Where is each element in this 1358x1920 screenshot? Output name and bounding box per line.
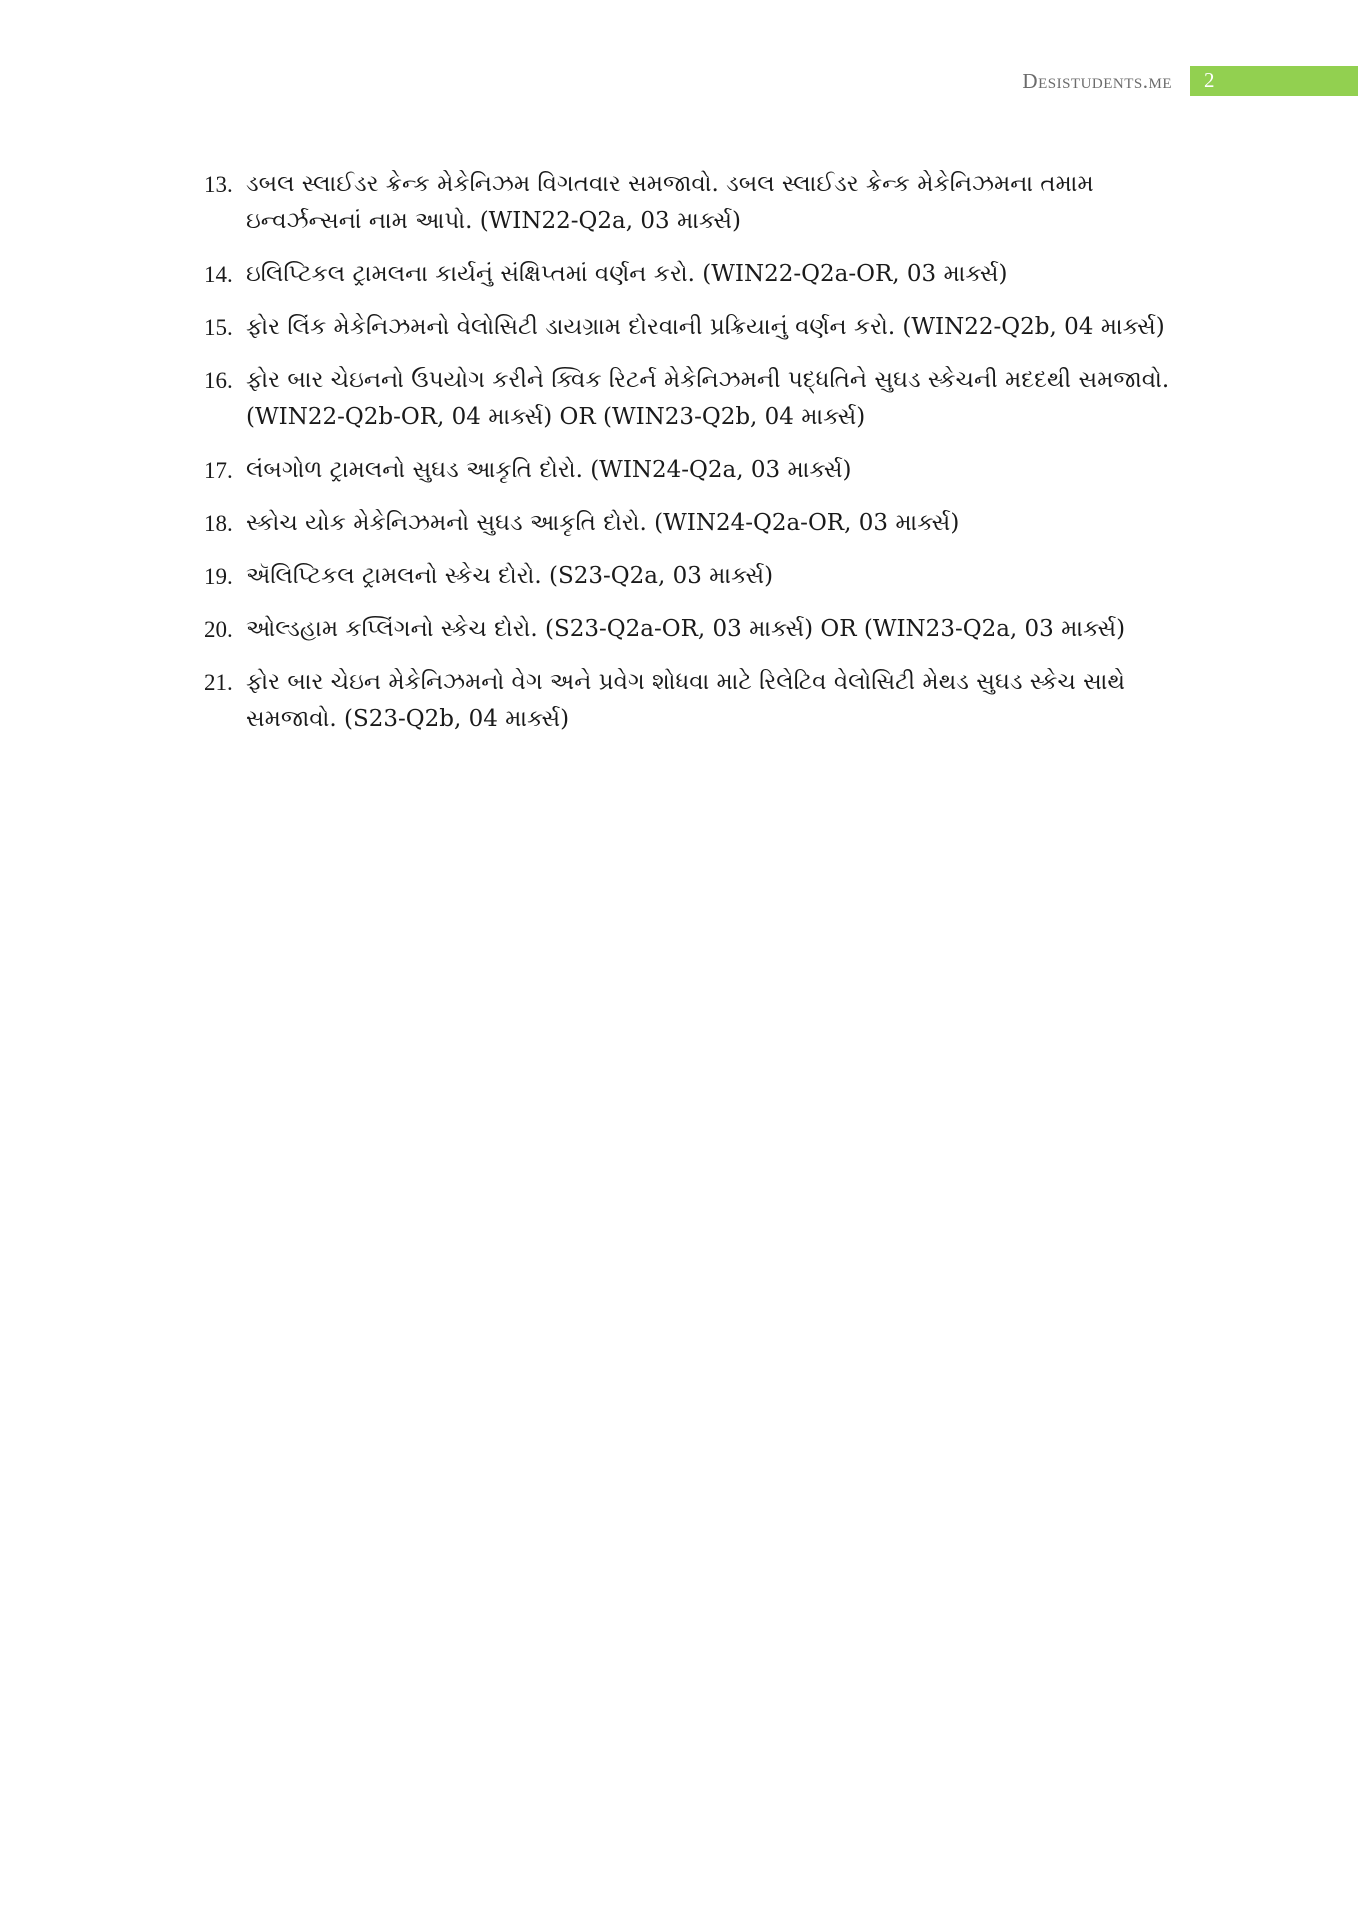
question-text: લંબગોળ ટ્રામલનો સુઘડ આકૃતિ દોરો. (WIN24-Q2a, 03 માર્ક્સ): [246, 457, 852, 483]
question-number: 15.: [204, 315, 233, 340]
question-item: [204, 166, 1204, 240]
question-number: 19.: [204, 564, 233, 589]
question-text: ડબલ સ્લાઈડર ક્રેન્ક મેકેનિઝમ વિગતવાર સમજાવો. ડબલ સ્લાઈડર ક્રેન્ક મેકેનિઝમના તમામ ઇન્વર્ઝન્સનાં નામ આપો. (WIN22-Q2a, 03 માર્ક્સ): [246, 171, 1094, 234]
question-list: [204, 166, 1204, 754]
question-item: [204, 505, 1204, 542]
question-text: ઇલિપ્ટિકલ ટ્રામલના કાર્યનું સંક્ષિપ્તમાં વર્ણન કરો. (WIN22-Q2a-OR, 03 માર્ક્સ): [246, 261, 1008, 287]
question-text: ફોર લિંક મેકેનિઝમનો વેલોસિટી ડાયગ્રામ દોરવાની પ્રક્રિયાનું વર્ણન કરો. (WIN22-Q2b, 04 માર્ક્સ): [246, 314, 1165, 340]
question-item: [204, 611, 1204, 648]
question-number: 17.: [204, 458, 233, 483]
question-item: [204, 309, 1204, 346]
question-item: [204, 558, 1204, 595]
question-item: [204, 452, 1204, 489]
question-number: 14.: [204, 262, 233, 287]
question-number: 18.: [204, 511, 233, 536]
question-number: 21.: [204, 670, 233, 695]
question-number: 20.: [204, 617, 233, 642]
question-text: ફોર બાર ચેઇન મેકેનિઝમનો વેગ અને પ્રવેગ શોધવા માટે રિલેટિવ વેલોસિટી મેથડ સુઘડ સ્કેચ સાથે સમજાવો. (S23-Q2b, 04 માર્ક્સ): [246, 669, 1126, 732]
question-text: ઓલ્ડહામ કપ્લિંગનો સ્કેચ દોરો. (S23-Q2a-OR, 03 માર્ક્સ) OR (WIN23-Q2a, 03 માર્ક્સ): [246, 616, 1126, 642]
question-text: ફોર બાર ચેઇનનો ઉપયોગ કરીને ક્વિક રિટર્ન મેકેનિઝમની પદ્ધતિને સુઘડ સ્કેચની મદદથી સમજાવો. (WIN22-Q2b-OR, 04 માર્ક્સ) OR (WIN23-Q2b, 04 માર્ક્સ): [246, 367, 1170, 430]
question-text: ઍલિપ્ટિકલ ટ્રામલનો સ્કેચ દોરો. (S23-Q2a, 03 માર્ક્સ): [246, 563, 774, 589]
question-number: 13.: [204, 172, 233, 197]
page-header: [0, 66, 1358, 96]
question-item: [204, 664, 1204, 738]
page-number: 2: [1204, 68, 1215, 92]
question-number: 16.: [204, 368, 233, 393]
page-number-box: [1190, 66, 1358, 96]
question-item: [204, 256, 1204, 293]
question-item: [204, 362, 1204, 436]
question-text: સ્કોચ યોક મેકેનિઝમનો સુઘડ આકૃતિ દોરો. (WIN24-Q2a-OR, 03 માર્ક્સ): [246, 510, 960, 536]
site-name: Desistudents.me: [1022, 69, 1172, 93]
